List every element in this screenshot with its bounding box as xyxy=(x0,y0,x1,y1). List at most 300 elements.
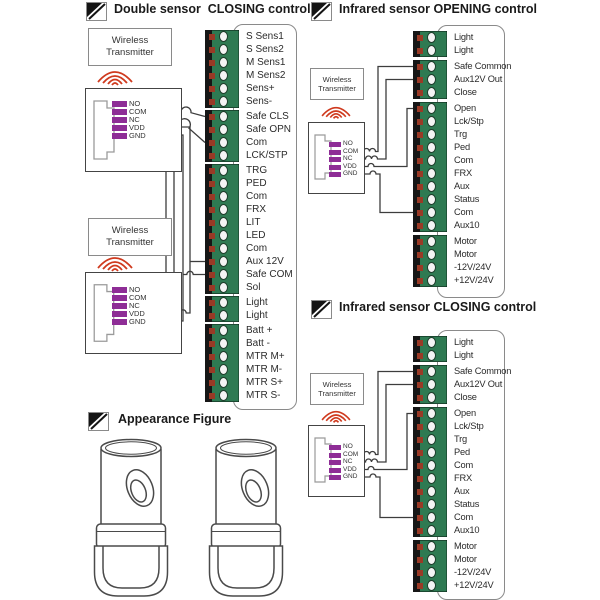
terminal-notch xyxy=(417,489,423,495)
terminal-screw xyxy=(219,178,228,189)
terminal-row xyxy=(212,324,273,337)
transmitter-module-1 xyxy=(85,88,182,172)
wire-rt-gnd xyxy=(358,171,413,213)
terminal-label: Light xyxy=(454,337,474,347)
terminal-label: Close xyxy=(454,392,477,402)
terminal-screw xyxy=(427,580,436,591)
terminal-block xyxy=(413,235,494,287)
terminal-notch xyxy=(417,239,423,245)
terminal-row xyxy=(212,389,281,402)
pin-label: COM xyxy=(129,293,147,302)
terminal-notch xyxy=(417,48,423,54)
terminal-notch xyxy=(209,328,215,334)
pin-label: NC xyxy=(129,301,140,310)
terminal-screw xyxy=(219,204,228,215)
terminal-screw xyxy=(427,554,436,565)
terminal-notch xyxy=(417,382,423,388)
terminal-block xyxy=(413,540,494,592)
terminal-notch xyxy=(209,153,215,159)
terminal-label: Com xyxy=(454,207,474,217)
terminal-strip-right-top xyxy=(413,31,512,287)
terminal-strip-right-bottom xyxy=(413,336,512,592)
terminal-row xyxy=(420,115,484,128)
terminal-label: Aux xyxy=(454,181,470,191)
terminal-label: FRX xyxy=(454,473,472,483)
terminal-screw xyxy=(427,275,436,286)
terminal-label: Motor xyxy=(454,554,477,564)
terminal-label: MTR M+ xyxy=(246,351,285,362)
title-double-closing: Double sensor CLOSING control xyxy=(114,2,311,16)
terminal-screw xyxy=(427,194,436,205)
terminal-notch xyxy=(417,106,423,112)
terminal-notch xyxy=(417,184,423,190)
terminal-row xyxy=(420,498,480,511)
pin-label: COM xyxy=(129,107,147,116)
terminal-row xyxy=(212,203,266,216)
terminal-notch xyxy=(209,380,215,386)
terminal-notch xyxy=(417,583,423,589)
terminal-label: S Sens1 xyxy=(246,31,284,42)
terminal-label: TRG xyxy=(246,165,268,176)
terminal-notch xyxy=(209,181,215,187)
section-flag-icon xyxy=(88,412,110,432)
wire-rt-nc xyxy=(358,80,413,160)
header-appearance xyxy=(88,412,231,432)
terminal-screw xyxy=(427,541,436,552)
terminal-notch xyxy=(417,197,423,203)
terminal-label: Com xyxy=(454,155,474,165)
terminal-label: Trg xyxy=(454,434,468,444)
terminal-row xyxy=(420,472,472,485)
terminal-screw xyxy=(219,310,228,321)
terminal-notch xyxy=(417,252,423,258)
terminal-notch xyxy=(209,246,215,252)
pin-label: NO xyxy=(129,99,141,108)
terminal-notch xyxy=(417,463,423,469)
pin-label: GND xyxy=(343,170,358,177)
terminal-screw xyxy=(219,351,228,362)
terminal-row xyxy=(420,219,480,232)
terminal-label: Com xyxy=(246,243,268,254)
terminal-notch xyxy=(209,114,215,120)
wifi-waves-icon xyxy=(93,64,137,88)
terminal-label: Aux10 xyxy=(454,525,480,535)
terminal-row xyxy=(212,255,284,268)
terminal-label: Lck/Stp xyxy=(454,421,484,431)
terminal-label: Sens+ xyxy=(246,83,275,94)
terminal-row xyxy=(420,206,474,219)
terminal-label: Safe COM xyxy=(246,269,293,280)
pin-label: COM xyxy=(343,147,359,155)
terminal-notch xyxy=(417,145,423,151)
terminal-label: FRX xyxy=(454,168,472,178)
terminal-row xyxy=(420,31,474,44)
terminal-row xyxy=(212,164,268,177)
pin-contact xyxy=(112,117,127,123)
terminal-screw xyxy=(219,377,228,388)
terminal-notch xyxy=(209,300,215,306)
terminal-row xyxy=(420,167,472,180)
terminal-label: MTR M- xyxy=(246,364,283,375)
pin-label: COM xyxy=(343,450,359,458)
terminal-screw xyxy=(427,486,436,497)
terminal-row xyxy=(212,149,288,162)
terminal-row xyxy=(212,95,273,108)
terminal-label: Aux 12V xyxy=(246,256,284,267)
terminal-notch xyxy=(417,77,423,83)
terminal-screw xyxy=(427,567,436,578)
terminal-label: -12V/24V xyxy=(454,567,492,577)
terminal-screw xyxy=(219,325,228,336)
terminal-notch xyxy=(417,450,423,456)
terminal-notch xyxy=(209,127,215,133)
terminal-row xyxy=(212,82,275,95)
terminal-screw xyxy=(427,525,436,536)
terminal-notch xyxy=(417,171,423,177)
terminal-label: M Sens1 xyxy=(246,57,286,68)
terminal-label: Safe OPN xyxy=(246,124,292,135)
terminal-screw xyxy=(427,392,436,403)
terminal-screw xyxy=(427,220,436,231)
terminal-notch xyxy=(209,34,215,40)
terminal-label: Trg xyxy=(454,129,468,139)
pin-contact xyxy=(329,475,341,480)
terminal-notch xyxy=(417,437,423,443)
terminal-screw xyxy=(219,150,228,161)
terminal-notch xyxy=(417,132,423,138)
terminal-notch xyxy=(417,35,423,41)
terminal-row xyxy=(420,566,492,579)
pin-label: NO xyxy=(343,443,353,450)
terminal-notch xyxy=(417,395,423,401)
terminal-notch xyxy=(209,285,215,291)
terminal-label: Open xyxy=(454,103,476,113)
terminal-row xyxy=(420,193,480,206)
terminal-row xyxy=(420,102,476,115)
terminal-label: LCK/STP xyxy=(246,150,288,161)
title-appearance: Appearance Figure xyxy=(118,412,232,426)
terminal-notch xyxy=(417,340,423,346)
terminal-screw xyxy=(219,83,228,94)
terminal-row xyxy=(212,110,289,123)
terminal-row xyxy=(420,420,484,433)
terminal-label: Motor xyxy=(454,541,477,551)
terminal-label: Open xyxy=(454,408,476,418)
terminal-notch xyxy=(417,411,423,417)
pin-label: VDD xyxy=(343,162,357,170)
terminal-row xyxy=(420,485,470,498)
terminal-row xyxy=(420,446,470,459)
wireless-transmitter-box-4 xyxy=(310,373,364,405)
terminal-notch xyxy=(209,367,215,373)
terminal-block xyxy=(413,102,484,232)
terminal-notch xyxy=(209,233,215,239)
terminal-row xyxy=(420,141,470,154)
terminal-row xyxy=(420,433,468,446)
terminal-notch xyxy=(209,313,215,319)
header-ir-opening xyxy=(311,2,537,22)
terminal-label: Ped xyxy=(454,447,470,457)
title-ir-opening: Infrared sensor OPENING control xyxy=(339,2,537,16)
terminal-row xyxy=(420,349,474,362)
transmitter-module-4 xyxy=(308,425,365,497)
terminal-notch xyxy=(417,64,423,70)
terminal-row xyxy=(212,136,268,149)
terminal-block xyxy=(413,60,512,99)
terminal-label: +12V/24V xyxy=(454,275,494,285)
terminal-notch xyxy=(417,570,423,576)
transmitter-module-2 xyxy=(85,272,182,354)
terminal-notch xyxy=(417,528,423,534)
wire-rb-nc xyxy=(358,385,413,463)
terminal-label: -12V/24V xyxy=(454,262,492,272)
terminal-label: Close xyxy=(454,87,477,97)
terminal-screw xyxy=(427,262,436,273)
pin-label: VDD xyxy=(343,465,357,473)
terminal-screw xyxy=(219,70,228,81)
section-flag-icon xyxy=(311,300,333,320)
pin-contact xyxy=(329,165,341,170)
terminal-screw xyxy=(219,390,228,401)
pin-contact xyxy=(329,468,341,473)
terminal-row xyxy=(212,376,283,389)
pin-label: NC xyxy=(343,458,353,465)
terminal-notch xyxy=(417,223,423,229)
terminal-screw xyxy=(219,165,228,176)
terminal-screw xyxy=(427,473,436,484)
terminal-screw xyxy=(427,116,436,127)
terminal-screw xyxy=(427,236,436,247)
terminal-row xyxy=(212,190,268,203)
section-flag-icon xyxy=(311,2,333,22)
terminal-row xyxy=(420,261,492,274)
terminal-notch xyxy=(417,557,423,563)
terminal-label: Sens- xyxy=(246,96,273,107)
terminal-screw xyxy=(427,32,436,43)
terminal-row xyxy=(212,309,268,322)
terminal-screw xyxy=(427,460,436,471)
transmitter-module-3 xyxy=(308,122,365,194)
terminal-row xyxy=(212,216,261,229)
terminal-notch xyxy=(209,47,215,53)
terminal-block xyxy=(205,324,285,402)
terminal-row xyxy=(420,154,474,167)
header-double-closing xyxy=(86,2,311,22)
terminal-screw xyxy=(219,297,228,308)
terminal-notch xyxy=(209,341,215,347)
terminal-notch xyxy=(417,502,423,508)
terminal-notch xyxy=(417,515,423,521)
terminal-row xyxy=(212,229,266,242)
terminal-row xyxy=(420,378,503,391)
terminal-screw xyxy=(427,366,436,377)
terminal-row xyxy=(420,524,480,537)
wireless-transmitter-label: Wireless Transmitter xyxy=(106,35,154,58)
terminal-row xyxy=(212,123,292,136)
terminal-row xyxy=(420,73,503,86)
terminal-screw xyxy=(219,31,228,42)
terminal-screw xyxy=(427,155,436,166)
terminal-row xyxy=(212,43,284,56)
terminal-row xyxy=(420,235,477,248)
terminal-label: Light xyxy=(454,32,474,42)
terminal-label: MTR S+ xyxy=(246,377,283,388)
terminal-screw xyxy=(219,256,228,267)
terminal-notch xyxy=(209,393,215,399)
pin-label: NO xyxy=(129,285,141,294)
pin-contact xyxy=(112,319,127,325)
terminal-notch xyxy=(417,158,423,164)
pin-label: VDD xyxy=(129,123,145,132)
terminal-screw xyxy=(219,96,228,107)
header-ir-closing xyxy=(311,300,536,320)
terminal-screw xyxy=(219,364,228,375)
terminal-notch xyxy=(417,424,423,430)
terminal-row xyxy=(212,350,285,363)
terminal-block xyxy=(205,164,293,294)
terminal-notch xyxy=(417,278,423,284)
terminal-row xyxy=(212,177,267,190)
wireless-transmitter-label: Wireless Transmitter xyxy=(318,379,356,398)
terminal-notch xyxy=(417,90,423,96)
sensor-device-1 xyxy=(95,440,168,597)
terminal-notch xyxy=(209,194,215,200)
terminal-label: LED xyxy=(246,230,266,241)
terminal-notch xyxy=(209,272,215,278)
terminal-screw xyxy=(427,103,436,114)
wifi-waves-icon xyxy=(318,405,354,425)
terminal-row xyxy=(212,30,284,43)
terminal-row xyxy=(420,274,494,287)
sensor-device-2 xyxy=(210,440,283,597)
terminal-row xyxy=(212,56,286,69)
terminal-screw xyxy=(427,61,436,72)
terminal-label: Com xyxy=(454,460,474,470)
wifi-waves-icon xyxy=(318,101,354,121)
terminal-row xyxy=(420,579,494,592)
pin-label: NO xyxy=(343,140,353,147)
pin-contact xyxy=(112,303,127,309)
wireless-transmitter-box-3 xyxy=(310,68,364,100)
pin-contact xyxy=(329,453,341,458)
title-ir-closing: Infrared sensor CLOSING control xyxy=(339,300,537,314)
terminal-notch xyxy=(209,60,215,66)
wire-rb-gnd xyxy=(358,474,413,518)
terminal-screw xyxy=(219,137,228,148)
terminal-row xyxy=(420,60,512,73)
terminal-label: M Sens2 xyxy=(246,70,286,81)
terminal-row xyxy=(420,511,474,524)
terminal-notch xyxy=(209,168,215,174)
terminal-screw xyxy=(427,434,436,445)
terminal-screw xyxy=(427,421,436,432)
terminal-screw xyxy=(427,337,436,348)
terminal-screw xyxy=(219,243,228,254)
pin-label: GND xyxy=(129,131,146,140)
terminal-block xyxy=(413,407,484,537)
terminal-label: Aux12V Out xyxy=(454,379,503,389)
terminal-notch xyxy=(417,544,423,550)
terminal-screw xyxy=(219,57,228,68)
pin-label: GND xyxy=(129,317,146,326)
pin-contact xyxy=(112,101,127,107)
terminal-row xyxy=(420,540,477,553)
terminal-row xyxy=(212,69,286,82)
terminal-label: Aux12V Out xyxy=(454,74,503,84)
terminal-screw xyxy=(219,338,228,349)
terminal-row xyxy=(420,553,477,566)
terminal-screw xyxy=(427,142,436,153)
terminal-label: Motor xyxy=(454,236,477,246)
terminal-screw xyxy=(219,282,228,293)
terminal-screw xyxy=(427,168,436,179)
wireless-transmitter-box-1 xyxy=(88,28,172,66)
terminal-notch xyxy=(209,86,215,92)
terminal-row xyxy=(420,248,477,261)
terminal-notch xyxy=(209,99,215,105)
terminal-screw xyxy=(427,87,436,98)
terminal-label: Lck/Stp xyxy=(454,116,484,126)
terminal-screw xyxy=(427,249,436,260)
wire-left-safecom-branch xyxy=(183,271,205,274)
terminal-label: PED xyxy=(246,178,267,189)
terminal-row xyxy=(212,337,270,350)
pin-contact xyxy=(112,287,127,293)
terminal-screw xyxy=(219,217,228,228)
terminal-row xyxy=(212,242,268,255)
pin-label: NC xyxy=(343,155,353,162)
terminal-screw xyxy=(427,408,436,419)
terminal-block xyxy=(413,336,474,362)
pin-contact xyxy=(329,172,341,177)
terminal-label: LIT xyxy=(246,217,261,228)
terminal-screw xyxy=(427,129,436,140)
terminal-row xyxy=(212,363,283,376)
terminal-label: Status xyxy=(454,194,480,204)
terminal-label: MTR S- xyxy=(246,390,281,401)
terminal-screw xyxy=(427,181,436,192)
terminal-row xyxy=(420,86,477,99)
terminal-screw xyxy=(219,191,228,202)
terminal-screw xyxy=(427,207,436,218)
terminal-label: Status xyxy=(454,499,480,509)
terminal-notch xyxy=(417,210,423,216)
terminal-row xyxy=(212,281,261,294)
pin-contact xyxy=(112,125,127,131)
terminal-label: Safe CLS xyxy=(246,111,289,122)
terminal-label: Light xyxy=(246,297,268,308)
terminal-label: Light xyxy=(246,310,268,321)
terminal-label: Batt + xyxy=(246,325,273,336)
section-flag-icon xyxy=(86,2,108,22)
terminal-block xyxy=(413,31,474,57)
terminal-label: Aux xyxy=(454,486,470,496)
terminal-label: Ped xyxy=(454,142,470,152)
terminal-label: Aux10 xyxy=(454,220,480,230)
terminal-notch xyxy=(417,353,423,359)
wifi-waves-icon xyxy=(93,250,137,274)
terminal-notch xyxy=(209,354,215,360)
terminal-label: Motor xyxy=(454,249,477,259)
appearance-devices xyxy=(88,436,298,600)
terminal-row xyxy=(420,391,477,404)
terminal-label: FRX xyxy=(246,204,266,215)
terminal-screw xyxy=(219,124,228,135)
terminal-row xyxy=(420,180,470,193)
terminal-screw xyxy=(427,74,436,85)
terminal-screw xyxy=(427,512,436,523)
pin-contact xyxy=(329,445,341,450)
